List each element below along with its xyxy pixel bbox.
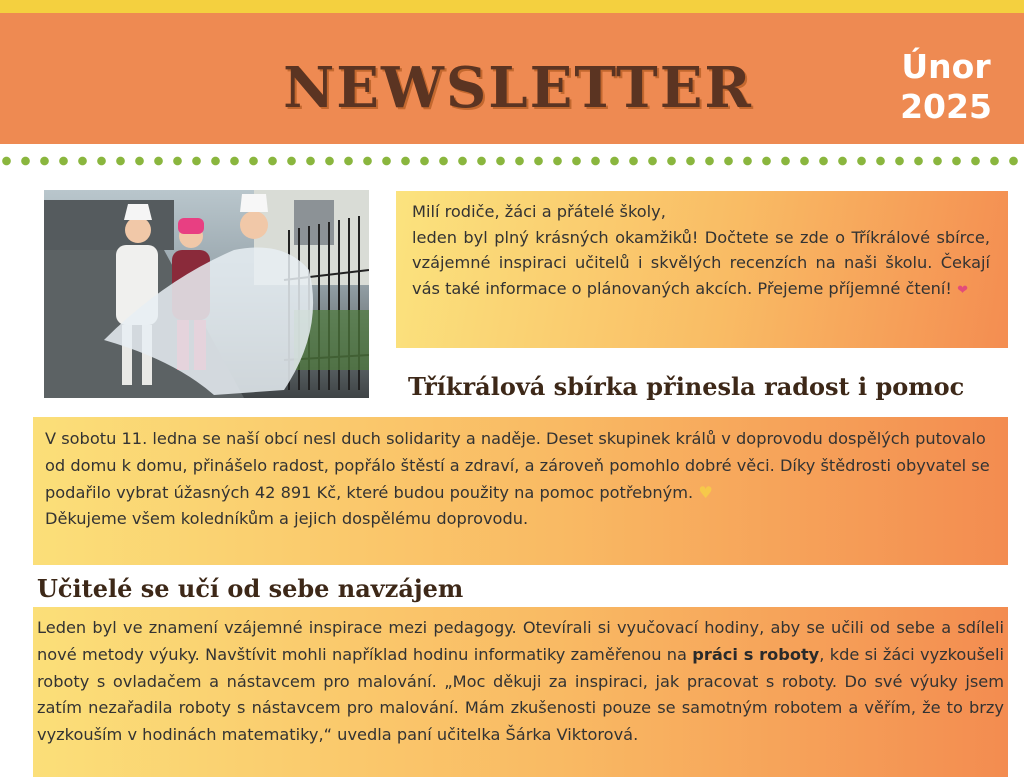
issue-year: 2025 bbox=[900, 87, 992, 126]
intro-greeting: Milí rodiče, žáci a přátelé školy, bbox=[412, 202, 666, 221]
yellow-heart-icon: ♥ bbox=[698, 482, 713, 502]
newsletter-header bbox=[0, 13, 1024, 144]
heart-icon: ❤ bbox=[957, 282, 968, 298]
photo-illustration bbox=[44, 190, 369, 398]
newsletter-title: NEWSLETTER bbox=[283, 55, 753, 121]
article1-para1: V sobotu 11. ledna se naší obcí nesl duch solidarity a naděje. Deset skupinek králů v doprovodu dospělých putovalo od domu k domu, přinášelo radost, popřálo štěstí a zdraví, a zároveň pomohlo dobré věci. Díky štědrosti obyvatel se podařilo vybrat úžasných 42 891 Kč, které budou použity na pomoc potřebným. bbox=[45, 429, 990, 502]
dotted-divider bbox=[0, 155, 1024, 167]
article2-bold-text: práci s roboty bbox=[692, 644, 820, 664]
issue-date bbox=[890, 47, 1002, 127]
article1-box bbox=[33, 417, 1008, 565]
article1-heading: Tříkrálová sbírka přinesla radost i pomoc bbox=[408, 372, 965, 401]
article2-text-a: Leden byl ve znamení vzájemné inspirace mezi pedagogy. Otevírali si vyučovací hodiny, aby se učili od sebe a sdíleli nové metody výuky. Navštívit mohli například hodinu informatiky zaměřenou na bbox=[37, 618, 1004, 664]
article1-paragraph bbox=[45, 426, 996, 506]
article2-paragraph bbox=[37, 615, 1004, 749]
article1-thanks: Děkujeme všem koledníkům a jejich dospělému doprovodu. bbox=[45, 509, 529, 529]
article2-heading: Učitelé se učí od sebe navzájem bbox=[37, 574, 464, 603]
top-accent-strip bbox=[0, 0, 1024, 13]
intro-letter bbox=[396, 191, 1008, 348]
article2-box bbox=[33, 607, 1008, 777]
intro-body-text: leden byl plný krásných okamžiků! Dočtete se zde o Tříkrálové sbírce, vzájemné inspiraci učitelů i skvělých recenzích na naši školu. Čekají vás také informace o plánovaných akcích. Přejeme příjemné čtení! bbox=[412, 227, 990, 298]
children-kings-photo bbox=[44, 190, 369, 398]
issue-month: Únor bbox=[901, 47, 991, 86]
article2-text-b: , kde si žáci vyzkoušeli roboty s ovladačem a nástavcem pro malování. „Moc děkuji za inspiraci, jak pracovat s roboty. Do své výuky jsem zatím nezařadila roboty s nástavcem pro malování. Mám zkušenosti pouze se samotným robotem a věřím, že to brzy vyzkouším v hodinách matematiky,“ uvedla paní učitelka Šárka Viktorová. bbox=[37, 644, 1004, 745]
intro-body bbox=[412, 225, 990, 304]
